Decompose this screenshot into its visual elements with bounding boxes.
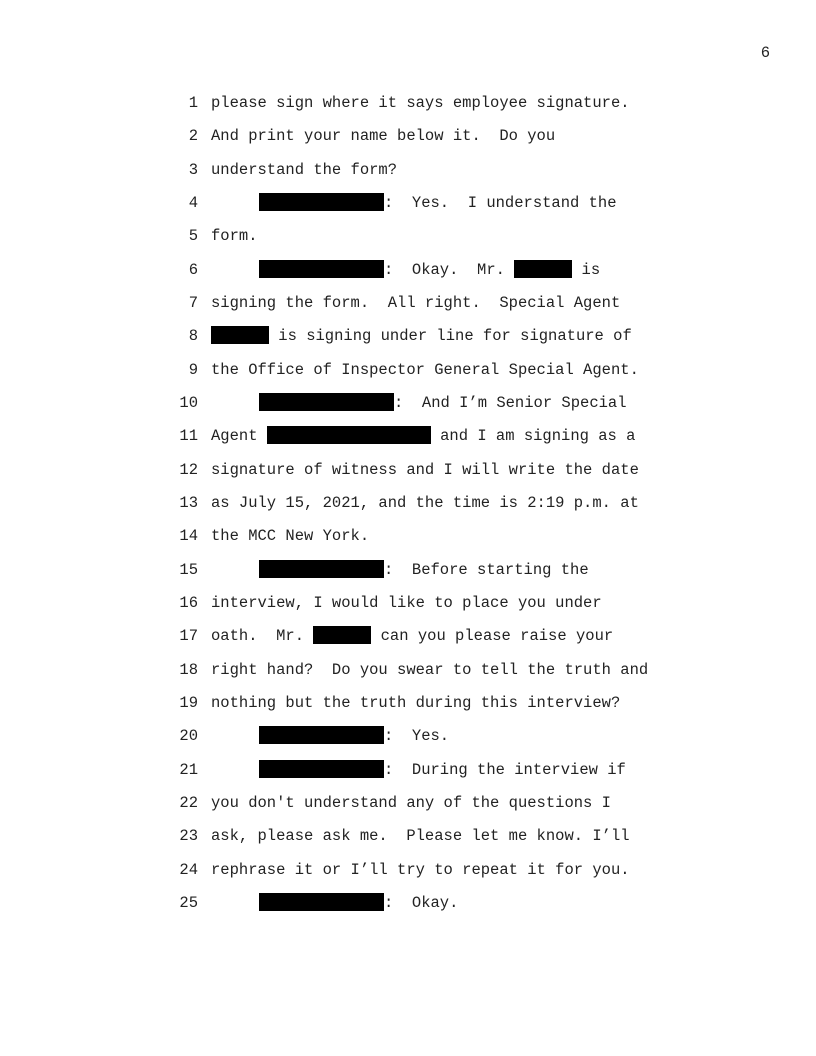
line-number: 11 bbox=[179, 427, 198, 445]
line-number: 17 bbox=[179, 627, 198, 645]
line-number: 22 bbox=[179, 794, 198, 812]
transcript-line bbox=[170, 293, 620, 313]
redacted-speaker-name bbox=[259, 193, 384, 211]
redacted-speaker-name bbox=[259, 726, 384, 744]
line-text: understand the form? bbox=[211, 161, 398, 179]
redacted-speaker-name bbox=[259, 760, 384, 778]
line-number: 18 bbox=[179, 661, 198, 679]
line-text: : Yes. I understand the bbox=[384, 194, 617, 212]
line-text: and I am signing as a bbox=[430, 427, 636, 445]
line-text: And print your name below it. Do you bbox=[211, 127, 556, 145]
transcript-line bbox=[170, 193, 617, 213]
transcript-line bbox=[170, 426, 635, 446]
line-number: 3 bbox=[188, 161, 198, 179]
line-number: 2 bbox=[188, 127, 198, 145]
line-text: signature of witness and I will write the date bbox=[211, 461, 639, 479]
line-number: 19 bbox=[179, 694, 198, 712]
line-number: 6 bbox=[188, 261, 198, 279]
line-text: please sign where it says employee signature. bbox=[211, 94, 630, 112]
line-number: 24 bbox=[179, 861, 198, 879]
line-number: 8 bbox=[188, 327, 198, 345]
redacted-speaker-name bbox=[259, 560, 384, 578]
transcript-line bbox=[170, 893, 458, 913]
line-number: 9 bbox=[188, 361, 198, 379]
transcript-line bbox=[170, 560, 589, 580]
transcript-line bbox=[170, 826, 630, 846]
transcript-line bbox=[170, 593, 602, 613]
transcript-line bbox=[170, 93, 630, 113]
transcript-line bbox=[170, 493, 639, 513]
line-number: 4 bbox=[188, 194, 198, 212]
line-text: the Office of Inspector General Special Agent. bbox=[211, 361, 639, 379]
line-text: Agent bbox=[211, 427, 267, 445]
line-text: signing the form. All right. Special Agent bbox=[211, 294, 621, 312]
line-text: ask, please ask me. Please let me know. I’ll bbox=[211, 827, 630, 845]
transcript-line bbox=[170, 626, 613, 646]
line-text: : During the interview if bbox=[384, 761, 626, 779]
transcript-line bbox=[170, 393, 627, 413]
line-number: 21 bbox=[179, 761, 198, 779]
transcript-line bbox=[170, 160, 397, 180]
transcript-line bbox=[170, 760, 626, 780]
transcript-line bbox=[170, 226, 258, 246]
page-number: 6 bbox=[760, 44, 770, 62]
redacted-speaker-name bbox=[259, 260, 384, 278]
line-number: 1 bbox=[188, 94, 198, 112]
line-text: is signing under line for signature of bbox=[269, 327, 632, 345]
transcript-line bbox=[170, 460, 639, 480]
line-number: 15 bbox=[179, 561, 198, 579]
line-number: 25 bbox=[179, 894, 198, 912]
transcript-line bbox=[170, 526, 369, 546]
transcript-line bbox=[170, 726, 449, 746]
redacted-name bbox=[313, 626, 371, 644]
transcript-line bbox=[170, 126, 555, 146]
line-number: 7 bbox=[188, 294, 198, 312]
line-number: 20 bbox=[179, 727, 198, 745]
redacted-name bbox=[211, 326, 269, 344]
transcript-line bbox=[170, 793, 611, 813]
line-text: can you please raise your bbox=[371, 627, 614, 645]
line-text: : Yes. bbox=[384, 727, 450, 745]
transcript-line bbox=[170, 360, 639, 380]
redacted-speaker-name bbox=[259, 393, 394, 411]
line-number: 10 bbox=[179, 394, 198, 412]
line-text: : And I’m Senior Special bbox=[394, 394, 627, 412]
line-text: is bbox=[572, 261, 601, 279]
line-text: you don't understand any of the questions I bbox=[211, 794, 611, 812]
line-text: : Before starting the bbox=[384, 561, 589, 579]
line-text: nothing but the truth during this interview? bbox=[211, 694, 621, 712]
redacted-name bbox=[514, 260, 572, 278]
line-number: 23 bbox=[179, 827, 198, 845]
transcript-line bbox=[170, 860, 630, 880]
transcript-line bbox=[170, 660, 648, 680]
redacted-speaker-name bbox=[259, 893, 384, 911]
line-text: form. bbox=[211, 227, 258, 245]
line-number: 5 bbox=[188, 227, 198, 245]
line-number: 14 bbox=[179, 527, 198, 545]
line-text: : Okay. Mr. bbox=[384, 261, 515, 279]
redacted-name bbox=[267, 426, 431, 444]
line-number: 12 bbox=[179, 461, 198, 479]
line-text: oath. Mr. bbox=[211, 627, 314, 645]
transcript-line bbox=[170, 260, 600, 280]
line-text: as July 15, 2021, and the time is 2:19 p.m. at bbox=[211, 494, 639, 512]
line-text: right hand? Do you swear to tell the truth and bbox=[211, 661, 649, 679]
line-number: 16 bbox=[179, 594, 198, 612]
line-text: : Okay. bbox=[384, 894, 459, 912]
line-text: the MCC New York. bbox=[211, 527, 370, 545]
transcript-line bbox=[170, 693, 620, 713]
line-text: rephrase it or I’ll try to repeat it for you. bbox=[211, 861, 630, 879]
transcript-line bbox=[170, 326, 632, 346]
line-text: interview, I would like to place you under bbox=[211, 594, 602, 612]
line-number: 13 bbox=[179, 494, 198, 512]
